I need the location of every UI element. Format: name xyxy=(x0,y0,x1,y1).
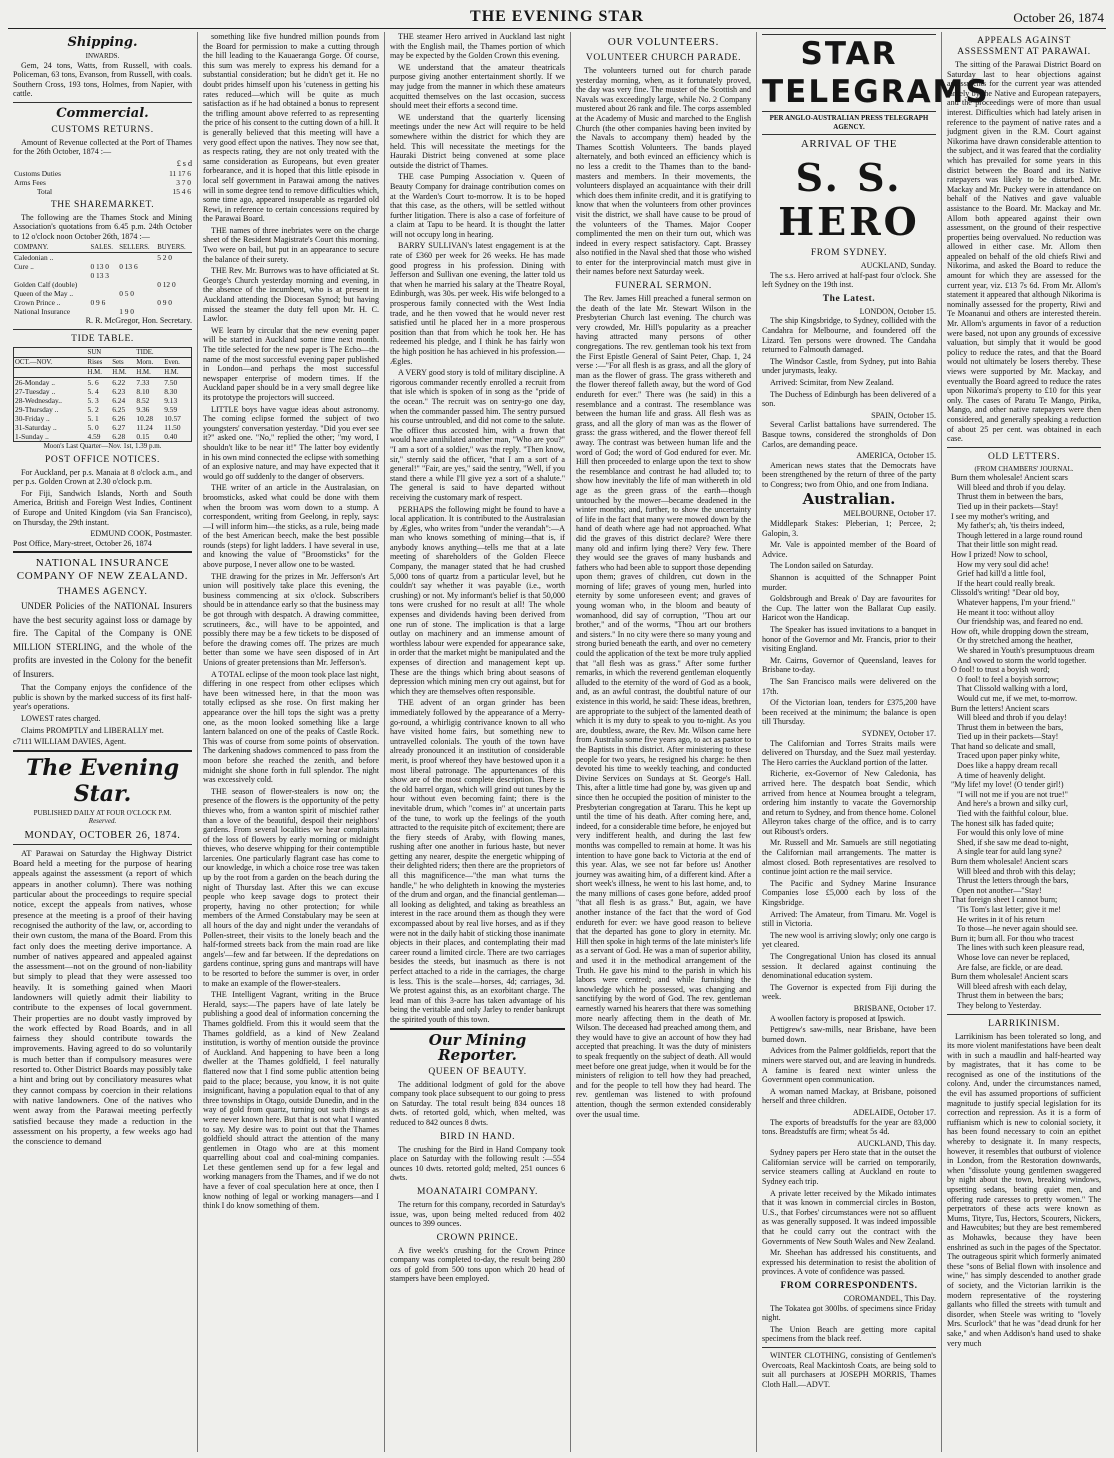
customs-cols: £ s d xyxy=(176,159,192,169)
telegram-item: The ship Kingsbridge, to Sydney, collided with the Candahra for Melbourne, and foundered off the Lizard. Ten persons were drowned. The Candaha returned to Falmouth damaged. xyxy=(762,316,936,355)
arrival-heading: ARRIVAL OF THE xyxy=(800,138,898,150)
shipping-heading: Shipping. xyxy=(67,35,138,50)
dateline: AUCKLAND, This day. xyxy=(857,1138,936,1148)
columns xyxy=(8,32,1106,1452)
moon-note: Moon's Last Quarter—Nov. 1st, 1.39 p.m. xyxy=(43,442,162,451)
telegram-item: Mr. Vale is appointed member of the Board of Advice. xyxy=(762,540,936,559)
column-3 xyxy=(385,32,571,1452)
advertisement: WINTER CLOTHING, consisting of Gentlemen's Overcoats, Real Mackintosh Coats, are being sold to suit all purchasers at JOSEPH MORRIS, Thames Cloth Hall.—ADVT. xyxy=(762,1350,936,1389)
post-date: Post Office, Mary-street, October 26, 1874 xyxy=(13,538,152,548)
poem-line: A single tear for auld lang syne? xyxy=(957,847,1062,857)
telegram-item: Arrived: The Amateur, from Timaru. Mr. Vogel is still in Victoria. xyxy=(762,909,936,929)
insurance-signature: c7111 WILLIAM DAVIES, Agent. xyxy=(13,737,127,747)
article-paragraph: something like five hundred million pounds from the Board for permission to make a cutting through the hill leading to the Kauaeranga Gorge. Of course, this sum was merely to express his demand for a substantial consideration; but he didn't get it. He no doubt prides himself upon his 'cuteness in getting his rates reduced—which will be quite as much satisfaction as if he had obtained a bonus to represent the trifling amount above referred to as representing the price of his consent to the cutting down of a hill. It is generally believed that this meeting will have a very good effect upon the natives. They now see that, as respects rating, they are not only treated with the same consideration as Europeans, but even greater forbearance, and it is hoped that this little episode in local self government in Parawai among the natives will in some degree tend to remove difficulties which, some time ago, appeared insuperable as regarded old Rewi, in reference to certain concessions required by the Parawai Board. xyxy=(203,32,379,224)
poem-line: 'Tis Tom's last letter; give it me! xyxy=(957,904,1061,914)
telegram-item: Goldsbrough and Break o' Day are favourites for the Cup. The latter won the Ballarat Cup easily. Haricot won the Handicap. xyxy=(762,594,936,623)
telegram-item: Arrived: Scimitar, from New Zealand. xyxy=(770,377,894,387)
moanatairi-text: The return for this company, recorded in Saturday's issue, was, upon being melted reduced from 402 ounces to 399 ounces. xyxy=(390,1199,565,1229)
table-row: 1-Sunday .. 4.59 6.28 0.15 0.40 xyxy=(15,432,178,442)
poem-line: Tied with the faithful colour, blue. xyxy=(957,809,1069,819)
poem-line: We shared in Youth's presumptuous dream xyxy=(957,645,1095,655)
telegram-item: Pettigrew's saw-mills, near Brisbane, have been burned down. xyxy=(762,1025,936,1044)
article-paragraph: WE understand that the quarterly licensing meetings under the new Act will require to be held somewhere within the district for which they are held. This will necessitate the meetings for the Hauraki District being convened at some place outside the district of Thames. xyxy=(390,112,565,170)
poem-line: Will bleed afresh with each delay, xyxy=(957,981,1067,991)
telegram-item: A woman named Mackay, at Brisbane, poisoned herself and three children. xyxy=(762,1086,936,1106)
table-row: Total 15 4 6 xyxy=(37,186,191,196)
insurance-text-3: LOWEST rates charged. xyxy=(21,714,101,724)
dateline: COROMANDEL, This Day. xyxy=(843,1294,936,1303)
paper-heading: The Evening Star. xyxy=(25,754,180,807)
article-paragraph: BARRY SULLIVAN's latest engagement is at the rate of £360 per week for 26 weeks. He has made good progress in his profession. Dining with Jefferson and Sullivan one evening, the latter told us that when he married his salary at the Theatre Royal, Edinburgh, was 30s. per week. His wife belonged to a prosperous family connected with the West India trade, and he then vowed that he would never rest satisfied until he placed her in a more prosperous position than that from which he took her. He has redeemed his pledge, and I think he has fairly won the high position he has achieved in his profession.—Ægles. xyxy=(390,241,565,366)
telegram-item: The new wool is arriving slowly; only one cargo is yet cleared. xyxy=(762,930,936,950)
poem-line: And here's a brown and silky curl, xyxy=(957,799,1068,809)
telegram-item: Of the Victorian loan, tenders for £375,200 have been received at the minimum; the balance is open till Thursday. xyxy=(762,698,936,727)
dateline: SYDNEY, October 17. xyxy=(861,728,936,738)
poem-line: Thrust them in between the bars, xyxy=(957,492,1064,502)
telegram-item: A woollen factory is proposed at Ipswich. xyxy=(770,1013,906,1023)
table-row: 27-Tuesday .. 5. 4 6.23 8.10 8.30 xyxy=(15,387,178,397)
telegram-item: The Governor is expected from Fiji during the week. xyxy=(762,982,936,1002)
post-signature: EDMUND COOK, Postmaster. xyxy=(90,529,192,539)
article-paragraph: THE drawing for the prizes in Mr. Jefferson's Art union will positively take place this evening, the business commencing at six o'clock. Subscribers should be in attendance early so that the business may be got through with despatch. A drawing committee, scrutineers, &c., will have to be appointed, and possibly there may be a few tickets to be disposed of before the drawing comes off. The prizes are much better than some we have seen disposed of in Art Unions of greater pretensions than Mr. Jefferson's. xyxy=(203,571,379,667)
article-paragraph: PERHAPS the following might be found to have a local application. It is contributed to the Australasian by Ægles, who writes from "under the verandah":—A man who knows something of mining—that is, if anybody knows anything—tells me that at a late meeting of shareholders of the Golden Fleece Company, the manager stated that he had crushed 5,000 tons of quartz from a particular level, but he couldn't say whether it was payable (i.e., worth crushing) or not. My informant's belief is that 50,000 tons were crushed for no result at all! The whole expenses and dividends having been derived from one run of stone. The implication is that a large outlay on machinery and an immense amount of worthless labour were expended for appearance sake, in order that the market might be manipulated and the expenses of direction and management kept up. These are the things which bring about seasons of depression which mining men cry out against, but for which they are themselves often responsible. xyxy=(390,504,565,696)
volunteers-text: The volunteers turned out for church parade yesterday morning, when, as it fortunately proved, the day was very fine. The muster of the Scottish and Navals was exceedingly large, while No. 2 Company mustered about 26 rank and file. The corps assembled at the Academy of Music and marched to the English Church (the other companies having been invited by the Navals to accompany them) headed by the Thames Scottish Volunteers. The bands played alternately, and both evinced an efficiency which is no less a credit to the Thames than to the band-masters and members. In their movements, the volunteers displayed an acquaintance with their drill which does them infinite credit, and it is gratifying to know that when the volunteers from other provinces visit the district, we shall have cause to be proud of the volunteers of the Thames. Major Cooper complimented the men on their turn out, which was indeed in every respect satisfactory. Capt. Brassey also notified in the Naval shed that those who wished to enter for the interprovincial match must give in their names before next Saturday week. xyxy=(576,66,751,277)
poem-line: Shed, if she saw me dead to-night, xyxy=(957,837,1069,847)
article-paragraph: THE season of flower-stealers is now on; the presence of the flowers is the opportunity of the petty thieves who, from a wanton spirit of mischief rather than a love of the beautiful, despoil their neighbors' gardens. From several localities we hear complaints of the loss of flowers by early morning or midnight thieves, who deserve whipping for their contemptible larcenies. One particularly flagrant case has come to our knowledge, in which a choice rose tree was taken up by the root from a garden on the beach during the night of Thursday last. After this we can excuse people who keep savage dogs to protect their property, having no other protection; for while members of the Armed Constabulary may be seen at all hours of the day and night under the verandahs of Pollen-street, their visits to the lonely beach and the half-formed streets back from the main road are like angels'—few and far between. If the depredations on gardens continue, spring guns and mantraps will have to be resorted to before the summer is over, in order to make an example of the flower-stealers. xyxy=(203,786,379,988)
poem-line: Will bleed and throb if you delay. xyxy=(957,482,1066,492)
table-row: Cure .. 0 13 0 0 13 6 xyxy=(14,262,138,272)
table-row: National Insurance 1 9 0 xyxy=(14,307,134,317)
telegram-item: Shannon is acquitted of the Schnapper Point murder. xyxy=(762,573,936,592)
article-paragraph: THE writer of an article in the Australasian, on broomsticks, asked what could be done with them when the broom was worn down to a stump. A correspondent, writing from Geelong, in reply, says:—I will inform him—the sticks, as a rule, being made of the best American beech, make the best possible rounds (steps) for light ladders. I have several in use, and knowing the value of "Broomsticks" for the above purpose, I never allow one to be wasted. xyxy=(203,483,379,570)
insurance-text-1: UNDER Policies of the NATIONAL Insurers have the best security against loss or damage by fire. The Capital of the Company is ONE MILLION STERLING, and the whole of the profits are invested in the Colony for the benefit of Insurers. xyxy=(13,601,192,679)
column-5 xyxy=(757,32,990,1452)
telegram-item: A private letter received by the Mikado intimates that it was known in commercial circles in Boston, U.S., that Forbes' circumstances were not so affluent as was generally supposed. It was indeed impossible that he could carry out the contract with the Governments of New South Wales and New Zealand. xyxy=(762,1188,936,1246)
poem-line: Whatever happens, I'm your friend." xyxy=(957,597,1076,607)
poem-line: Burn the letters! Ancient scars xyxy=(951,703,1049,713)
bird-heading: BIRD IN HAND. xyxy=(439,1131,516,1142)
volunteers-sub: VOLUNTEER CHURCH PARADE. xyxy=(585,53,742,63)
article-paragraph: THE case Pumping Association v. Queen of Beauty Company for drainage contribution comes on at the Warden's Court to-morrow. It is to be hoped that this case, as the others, will be settled without further litigation. There is also a case of forfeiture of a claim at Tapu to be heard. It is thought the latter will not occupy long in hearing. xyxy=(390,172,565,239)
article-paragraph: THE names of three inebriates were on the charge sheet of the Resident Magistrate's Court this morning. Two were on bail, but put in an appearance to secure the balance of their surety. xyxy=(203,225,379,264)
poem-line: That hand so delicate and small, xyxy=(951,741,1056,751)
telegram-item: The s.s. Hero arrived at half-past four o'clock. She left Sydney on the 19th inst. xyxy=(762,270,936,290)
customs-text: Amount of Revenue collected at the Port of Thames for the 26th October, 1874 :— xyxy=(13,137,192,157)
telegram-item: Sydney papers per Hero state that in the outset the Californian service will be carried on temporarily, service steamers calling at Auckland en route to Sydney each trip. xyxy=(762,1148,936,1187)
poem-line: Clissold's writing! "Dear old boy, xyxy=(951,588,1060,598)
appeals-text: The sitting of the Parawai District Board on Saturday last to hear objections against assessments for the current year was attended largely by the Native and European ratepayers, and the proceedings were of more than usual interest. Difficulties which had lately arisen in reference to the payment of native rates and a judgment given in the R.M. Court against Nikorima have drawn considerable attention to the subject, and it was feared that the cordiality which has prevailed for some years in this district between the Board and its Native ratepayers was likely to be disturbed. Mr. Mackay and Mr. Puckey were in attendance on behalf of the Natives and gave valuable assistance to the Board. Mr. Mackay and Mr. Allom both appeared against their own assessment, on the ground of their respective properties being overvalued. No reduction was allowed in either case. Mr. Allom then appealed on behalf of the old chiefs Riwi and Nikorima, and asked the Board to reduce the amount for which they are assessed for the current year, viz. £13 7s 6d. From Mr. Allom's statement it appeared that although Nikorima is nominally assessed for the property, Riwi and Te Moananui and others are interested therein. Mr. Allom's arguments in favor of a reduction were based, not upon any grounds of excessive valuation, but simply that it would be good policy to reduce the rates, and that the Board would not ultimately be losers thereby. These views were supported by Mr. Mackay, and eventually the Board agreed to reduce the rates upon Nikorima's property to £10 for this year only. The cases of Paratu Te Mango, Pirika, Mango, and other native ratepayers were then considered, and generally speaking a reduction of about 25 per cent. was obtained in each case. xyxy=(947,60,1101,444)
telegram-item: The exports of breadstuffs for the year are 83,000 tons. Breadstuffs are firm; wheat 5s 4d. xyxy=(762,1117,936,1137)
table-row: Arms Fees 3 7 0 xyxy=(14,177,191,187)
table-row: 29-Thursday .. 5. 2 6.25 9.36 9.59 xyxy=(15,405,178,415)
poem-line: Open not another—"Stay! xyxy=(957,885,1042,895)
table-row: 30-Friday .. 5. 1 6.26 10.28 10.57 xyxy=(15,414,181,424)
post-text-1: For Auckland, per p.s. Manaia at 8 o'clock a.m., and per p.s. Golden Crown at 2.30 o'clock p.m. xyxy=(13,467,192,487)
crown-text: A five week's crushing for the Crown Prince company was completed to-day, the result being 280 ozs of gold from 500 tons upon which 20 head of stampers have been employed. xyxy=(390,1245,565,1284)
telegram-item: The London sailed on Saturday. xyxy=(770,561,874,571)
crown-heading: CROWN PRINCE. xyxy=(436,1232,519,1243)
poem-line: Burn it; burn all. For thou who tracest xyxy=(951,933,1074,943)
moanatairi-heading: MOANATAIRI COMPANY. xyxy=(417,1186,538,1197)
dateline: ADELAIDE, October 17. xyxy=(852,1107,936,1117)
poem-line: "My life! my love! (O tender girl!) xyxy=(951,780,1064,790)
paper-reserved: Reserved. xyxy=(88,817,117,826)
australian-heading: Australian. xyxy=(802,490,896,509)
article-paragraph: THE advent of an organ grinder has been immediately followed by the appearance of a Merry-go-round, a whirligig contrivance known to all who have visited home fairs, but something new to untravelled colonials. The youth of the town have already pronounced it an institution of considerable merit, is proof whereof they have bestowed upon it a most liberal patronage. The appurtenances of this show are of the most complete description. There is the old barrel organ, which will grind out tunes by the hour without even becoming faint; there is the inevitable drum, which "comes in" at uncertain parts of the tune, to work up the feelings of the youth attracted to the requisite pitch of excitement; there are the fiery steeds of Araby, with flowing manes, rushing after one another in furious haste, but never getting any nearer, despite the energetic whipping of their delighted riders; then there are the proprietors of all this magnificence—"the man what turns the handle," he who delighteth in knowing the mysteries of the drum and organ, and the financial gentleman—all looking as delighted, and taking as breathless an interest in the race around them as though they were excompassed about by real live horses, and as if they were not in the daily habit of sticking those inanimate objects in their places, and contemplating their mad career round a limited circle. There are two carriages besides the steeds, but inasmuch as there is not perfect attached to a ride in the carriages, the charge is less. This is the scale—horses, 4d; carriages, 3d. We protest against this, as an exorbitant charge. The lead man of this 3-acre has taken advantage of his being the veritable and only Jarley to render bankrupt the spirited youth of this town. xyxy=(390,698,565,1024)
poem-line: Will bleed and throb with this delay; xyxy=(957,866,1076,876)
column-2 xyxy=(198,32,385,1452)
beauty-text: The additional lodgment of gold for the above company took place subsequent to our going to press on Saturday. The total result being 834 ounces 18 dwts. of retorted gold, which, when melted, was reduced to 842 ounces 8 dwts. xyxy=(390,1079,565,1127)
poem-line: Whose love can never be replaced, xyxy=(957,952,1070,962)
telegram-item: Advices from the Palmer goldfields, report that the miners were starved out, and are leaving in hundreds. A famine is feared next winter unless the Government open communication. xyxy=(762,1046,936,1085)
dateline: AMERICA, October 15. xyxy=(856,451,936,461)
dateline: AUCKLAND, Sunday. xyxy=(860,261,936,270)
poem-line: O fool! to feel a boyish sorrow; xyxy=(957,674,1060,684)
telegram-item: Richerie, ex-Governor of New Caledonia, has arrived here. The despatch boat Sendic, which arrived from hence at Noumea brought a telegram, ordering him instantly to vacate the Governorship and return to Sydney, and from thence home. Colonel Alleyron takes charge of the office, and is to carry out Riboust's orders. xyxy=(762,769,936,836)
insurance-sub: THAMES AGENCY. xyxy=(57,587,148,598)
insurance-text-4: Claims PROMPTLY and LIBERALLY met. xyxy=(21,725,164,735)
telegram-item: American news states that the Democrats have been strengthened by the return of three of the party to Congress; two from Ohio, and one from Indiana. xyxy=(762,460,936,489)
column-4 xyxy=(571,32,757,1452)
inwards-heading: INWARDS. xyxy=(85,52,120,60)
share-table: COMPANY. SALES. SELLERS. BUYERS. Caledonian .. 5 2 0 Cure .. 0 13 0 0 13 6 0 13 3 Golden Calf (double) 0 12 0 Queen of the May .. 0 5 0 Crown Prince .. 0 9 6 0 9 0 National Insurance 1 9 0 xyxy=(13,243,192,316)
share-text: The following are the Thames Stock and Mining Association's quotations from 6.45 p.m. 24th October to 12 o'clock noon October 26th, 1874 :— xyxy=(13,212,192,241)
poem-line: Thrust them in between the bars, xyxy=(957,722,1064,732)
mining-heading: Our Mining Reporter. xyxy=(428,1030,527,1064)
telegram-item: The Californian and Torres Straits mails were delivered on Thursday, and the Suez mail yesterday. The Hero carries the Auckland portion of the latter. xyxy=(762,738,936,767)
insurance-heading: NATIONAL INSURANCE COMPANY OF NEW ZEALAND. xyxy=(16,557,189,583)
telegrams-heading: STAR TELEGRAMS xyxy=(762,36,990,110)
poem-line: Tied up in their packets—Stay! xyxy=(957,732,1059,742)
column-6 xyxy=(942,32,1106,1452)
poem xyxy=(947,473,1101,1010)
appeals-heading: APPEALS AGAINST ASSESSMENT AT PARAWAI. xyxy=(957,36,1091,57)
tide-table: SUN TIDE. OCT.—NOV. Rises Sets Morn. Even. H.M. H.M. H.M. H.M. 26-Monday .. 5. 6 6.22 7.33 7.50 27-Tuesday .. 5. 4 6.23 8.10 8.30 28-Wednesday.. 5. 3 6.24 8.52 9.13 29-Thursday .. 5. 2 6.25 9.36 9.59 30-Friday .. 5. 1 6.26 10.28 10.57 31-Saturday .. 5. 0 6.27 11.24 11.50 1-Sunday .. 4.59 6.28 0.15 0.40 xyxy=(13,347,192,442)
telegram-item: The Duchess of Edinburgh has been delivered of a son. xyxy=(762,389,936,409)
customs-table xyxy=(13,169,192,196)
poem-line: Our friendship was, and feared no end. xyxy=(957,617,1083,627)
telegram-item: Several Carlist battalions have surrendered. The Basque towns, considered the strongholds of Don Carlos, are demanding peace. xyxy=(762,420,936,449)
poem-line: I see my mother's writing, and xyxy=(951,511,1050,521)
poem-line: Though lettered in a large round round xyxy=(957,530,1083,540)
poem-line: He writes in it of his return xyxy=(957,914,1045,924)
larrikinism-heading: LARRIKINISM. xyxy=(988,1018,1060,1029)
telegram-item: Mr. Cairns, Governor of Queensland, leaves for Brisbane to-day. xyxy=(762,655,936,675)
poem-source: (FROM CHAMBERS' JOURNAL. xyxy=(974,464,1074,473)
poem-line: How oft, while dropping down the stream, xyxy=(951,626,1089,636)
funeral-heading: FUNERAL SERMON. xyxy=(615,281,712,292)
poem-line: O fool! to trust a boyish word; xyxy=(951,665,1050,675)
poem-line: A time of heavenly delight. xyxy=(957,770,1046,780)
article-paragraph: WE learn by circular that the new evening paper will be started in Auckland some time next month. The title selected for the new paper is The Echo—the name of the most successful evening paper published in London—and perhaps the most successful newspaper enterprise of modern times. If the Auckland paper should be in a very small degree like its prototype the projectors will succeed. xyxy=(203,325,379,402)
masthead xyxy=(8,6,1106,29)
customs-heading: CUSTOMS RETURNS. xyxy=(51,124,154,135)
telegram-item: The Pacific and Sydney Marine Insurance Companies lose £5,000 each by loss of the Kingsbridge. xyxy=(762,878,936,908)
telegram-item: The Tokatea got 300lbs. of specimens since Friday night. xyxy=(762,1303,936,1323)
poem-line: That their little son might read. xyxy=(957,540,1058,550)
poem-line: They belong to Yesterday. xyxy=(957,1000,1042,1010)
beauty-heading: QUEEN OF BEAUTY. xyxy=(428,1066,527,1077)
table-row: Golden Calf (double) 0 12 0 xyxy=(14,280,176,290)
larrikinism-text: Larrikinism has been tolerated so long, and its more violent manifestations have been dealt with in such a maudlin and half-hearted way by magistrates, that it has come to be recognised as one of the institutions of the colony. And, under the circumstances named, the evil has assumed proportions of sufficient magnitude to justify special legislation for its correction and repression. As it is a form of ruffianism which is new to colonial society, it has been found necessary to coin an epithet whereby to designate it. In many respects, however, it resembles that outburst of violence in London, from the Restoration downwards, when "dissolute young gentlemen swaggered by night about the town, breaking windows, upsetting sedans, beating quiet men, and offering rude caresses to pretty women." The perpetrators of these acts were known as Mums, Tityre, Tus, Hectors, Scourers, Nickers, and Hawcubites; but they are best remembered as Mohawks, because they have been enshrined as such in the pages of the Spectator. The outrageous spirit which formerly animated these "sons of Belial flown with insolence and wine," has simply descended to another grade of society, and the Victorian larrikin is the modern representative of the roystering gallants who filled the streets with tumult and disorder, when Steele was writing to "lovely Mrs. Scurlock" that he was "dead drunk for her sake," and when Addison's hand used to shake very much xyxy=(947,1031,1101,1348)
dateline: LONDON, October 15. xyxy=(859,306,936,316)
telegram-item: The Speaker has issued invitations to a banquet in honor of the Governor and Mr. Francis, prior to their visiting England. xyxy=(762,625,936,654)
editorial-text: AT Parawai on Saturday the Highway District Board held a meeting for the purpose of hearing appeals against the assessment (a report of which appears in another column). There was nothing particular about the proceedings to require special notice, except the appeals from natives, whose presence at the meeting is a proof of their having recognised the authority of the law, or, according to their own custom, the mana of the Board. From this fact only does the meeting derive importance. A number of natives appeared and appealed against the assessment—not on the ground of non-liability but simply to plead that they were assessed too heavily. It is something gained when Maori landowners will quietly admit their liability to contribute to the expenses of local government. Their properties are no doubt vastly improved by the work effected by Road Boards, and in all fairness they should contribute towards the improvements. Having agreed to do so voluntarily is much better than if compulsory measures were resorted to. Other District Boards may possibly take a hint and bring out by conciliatory measures what they cannot compass by coercion in their relations with native landowners. One of the natives who went away from the Parawai meeting perfectly satisfied because they made a reduction in the assessment on his property, a few weeks ago had the conscience to demand xyxy=(13,847,193,1147)
telegram-item: Mr. Sheehan has addressed his constituents, and expressed his determination to resist the abolition of provinces. A vote of confidence was passed. xyxy=(762,1248,936,1277)
table-row: 0 13 3 xyxy=(90,271,109,281)
poem-line: "I will not me if you are not true!" xyxy=(957,789,1068,799)
dateline: BRISBANE, October 17. xyxy=(853,1003,936,1013)
table-row: 31-Saturday .. 5. 0 6.27 11.24 11.50 xyxy=(15,423,181,433)
poem-line: To those—he never again should see. xyxy=(957,924,1078,934)
poem-line: Grief had kill'd a little fool, xyxy=(957,569,1046,579)
article-paragraph: A TOTAL eclipse of the moon took place last night, differing in one respect from other eclipses which have been witnessed here, in that the moon was totally eclipsed as she rose. On first making her appearance over the hill tops the sight was a pretty one, as the moon looked something like a large lantern balanced on one of the peaks of Castle Rock. This was of course from some points of observation. The darkening shadows commenced to pass from the moon before she reached the zenith, and before midnight she shone forth in full splendor. The night was excessively cold. xyxy=(203,669,379,785)
poem-line: Tied up in their packets—Stay! xyxy=(957,502,1059,512)
poem-line: The lines with such keen pleasure read, xyxy=(957,943,1085,953)
post-text-2: For Fiji, Sandwich Islands, North and South America, British and Foreign West Indies, Continent of Europe and United Kingdom (via San Francisco), on Thursday, the 29th instant. xyxy=(13,488,192,527)
telegram-item: Middlepark Stakes: Pleberian, 1; Percee, 2; Galopin, 3. xyxy=(762,519,936,538)
table-row: Queen of the May .. 0 5 0 xyxy=(14,289,134,299)
poem-line: How my very soul did ache! xyxy=(957,559,1049,569)
article-paragraph: THE steamer Hero arrived in Auckland last night with the English mail, the Thames portion of which may be expected by the Golden Crown this evening. xyxy=(390,32,565,61)
telegram-item: The Windsor Castle, from Sydney, put into Bahia under jurymasts, leaky. xyxy=(762,356,936,376)
table-row: Caledonian .. 5 2 0 xyxy=(14,253,172,263)
poem-line: The honest silk has faded quite; xyxy=(951,818,1054,828)
bird-text: The crushing for the Bird in Hand Company took place on Saturday with the following result :—554 ounces 10 dwts. retorted gold; melted, 251 ounces 6 dwts. xyxy=(390,1144,565,1183)
article-paragraph: LITTLE boys have vague ideas about astronomy. The coming eclipse formed the subject of two youngsters' conversation yesterday. "Did you ever see it?" asked one. "No," replied the other; "my word, I shouldn't like to be near it!" The latter boy evidently in his own mind connected the eclipse with something of an explosive nature, and may have expected that it would go off suddenly to the danger of observers. xyxy=(203,404,379,481)
dateline: SPAIN, October 15. xyxy=(871,410,936,420)
poem-line: That foreign sheet I cannot burn; xyxy=(951,895,1058,905)
funeral-text: The Rev. James Hill preached a funeral sermon on the death of the late Mr. Stewart Wilson in the Presbyterian Church last evening. The church was very crowded, Mr. Hill's popularity as a preacher having attracted many persons of other congregations. The rev. gentleman took his text from the First Epistle General of Saint Peter, Chap. 1, 24 verse :—"For all flesh is as grass, and all the glory of man as the flower of grass. The grass withereth and the flower thereof falleth away, but the word of God endureth for ever." There was (he said) in this a resemblance and a contrast. The resemblance was between the human life and grass. All flesh was as grass, and all the glory of man was as the flower of grass: the grass withered, and the flower thereof fell away. The contrast was between human life and the word of God; the word of God endured for ever. Mr. Hill then proceeded to enlarge upon the text to show the resemblance and contrast he had alluded to; to show how inevitably the life of man withereth in old age as the green grass of the earth—though untouched by the mower—became deadened in the winter months; and, further, to show the uncertainty of life in the fact that many were mowed down by the hand of death where age had not approached. What did the graves of this district declare? Were there many old and infirm lying there? Very few. There they would see the graves of many husbands and fathers who had been able to support those depending upon them; graves of children, cut down in the morning of life; graves of young men, hurled into eternity by some unforeseen event; and graves of young woman who, in the bloom and beauty of womanhood, did say of corruption, "Thou art our brother," and of the worms, "Thou art our brothers and sisters." In no city were there so many young and strong buried beneath the earth, and over no cemetery could the application of the text be more truly applied that "all flesh was as grass." After some further remarks, in which the reverend gentleman eloquently alluded to the eternity of the word of God as a book, and, as an awful contrast, the doubtful nature of our existence in this world, he said: These ideas, brethren, are appropriate to the subject of the lamented death of which it is my duty to speak to you to-night. As you are, doubtless, aware, the Rev. Mr. Wilson came here from Australia some five years ago, to act as pastor to the Baptists in this district. After ministering to these people for two years, he resigned his charge: he then devoted his time to weekly teaching, and conducted Divine Services on Sundays at St. George's Hall. This, after a little time had gone by, was given up and since then he occupied the position of minister to the Presbyterian congregation at Tararu. This he kept up until the time of his death. After coming here, and, indeed, for a considerable time before, he enjoyed but very indifferent health, and during the last few months was compelled to remain at home. It was his intention to have gone back to Victoria at the end of this year. Alas, we see not far before us! Another journey was awaiting him, of a different kind. After a short week's illness, he went to his last home, and, to the many millions of cases gone before, added proof "that all flesh is as grass." But, again, we have another instance of the fact that the word of God endureth for ever: we have good reason to believe that the departed has gone to glory in eternity. Mr. Hill then spoke in high terms of the late minister's life as a servant of God. He was a man of superior ability, and used it in the methodical arrangement of the Truth. He gave his mind to the parish in which his labors were centred; and while furnishing the knowledge which he possessed, was changing and sanctifying by the word of God. The rev. gentleman earnestly warned his hearers that there was something more nearly affecting them in the death of Mr. Wilson. The deceased had preached among them, and they would have to give an account of how they had accepted that preaching. It was the duty of ministers to speak frequently on the subject of death. All would meet before one great judge, when it would be for the ministers of religion to tell how they had preached, and for the people to tell how they had heard. The rev. gentleman was listened to with profound attention, though the sermon extended considerably over the usual time. xyxy=(576,294,751,1119)
table-row: 26-Monday .. 5. 6 6.22 7.33 7.50 xyxy=(15,378,178,388)
telegram-item: Mr. Russell and Mr. Samuels are still negotiating the Californian mail arrangements. The matter is almost closed. Both representatives are resolved to continue joint action re the mail service. xyxy=(762,838,936,877)
poem-line: Traced upon paper pinky white, xyxy=(957,751,1060,761)
telegram-item: The Union Beach are getting more capital specimens from the black reef. xyxy=(762,1324,936,1344)
newspaper-title: THE EVENING STAR xyxy=(470,8,644,25)
telegram-item: The San Francisco mails were delivered on the 17th. xyxy=(762,676,936,696)
share-signature: R. R. McGregor, Hon. Secretary. xyxy=(85,316,192,326)
telegrams-sub: PER ANGLO-AUSTRALIAN PRESS TELEGRAPH AGENCY. xyxy=(769,114,929,131)
poem-line: Would cut me, if we met, to-morrow. xyxy=(957,693,1077,703)
article-paragraph: WE understand that the amateur theatricals purpose giving another entertainment shortly. If we may judge from the manner in which these amateurs acquitted themselves on the last occasion, success should meet their efforts a second time. xyxy=(390,62,565,111)
poem-line: Are false, are fickle, or are dead. xyxy=(957,962,1063,972)
article-paragraph: THE Rev. Mr. Burrows was to have officiated at St. George's Church yesterday morning and evening, in the absence of the incumbent, who is at present in Auckland attending the Diocesan Synod; but having missed the steamer the duty fell upon Mr. H. C. Lawlor. xyxy=(203,266,379,324)
table-row: Customs Duties 11 17 6 xyxy=(14,168,191,178)
issue-date: October 26, 1874 xyxy=(1013,10,1104,25)
poem-line: Or thy stretched among the heather, xyxy=(957,636,1073,646)
commercial-heading: Commercial. xyxy=(56,105,149,121)
inwards-text: Gem, 24 tons, Watts, from Russell, with coals. Policeman, 63 tons, Evanson, from Russell, with coals. Southern Cross, 193 tons, Holmes, from Napier, with cattle. xyxy=(13,60,192,99)
telegram-item: The Congregational Union has closed its annual session. It declared against continuing the denominational education system. xyxy=(762,952,936,981)
paper-date: MONDAY, OCTOBER 26, 1874. xyxy=(24,829,181,841)
hero-heading: S. S. HERO xyxy=(778,155,920,244)
tide-heading: TIDE TABLE. xyxy=(71,334,134,345)
article-paragraph: THE Intelligent Vagrant, writing in the Bruce Herald, says:—The papers have of late lately be publishing a good deal of information concerning the Thames goldfield. From this it would seem that the Thames goldfield, as a kind of New Zealand institution, is worthy of mention outside the province of Auckland. And happening to have been a long dweller at the Thames goldfield, I feel naturally flattered now that I find some public attention being paid to the place; because, you know, it is not quite insignificant, having a population equal to that of any three townships in Otago, outside Dunedin, and in the way of gold from quartz, turning out such things as were never known here. But that is not what I wanted to say. My desire was to point out that the Thames goldfield should attract the attention of the many gentlemen in Otago who are at this moment quarrelling about coal and coal-mining companies. Let these gentlemen send up for a few legal and working managers from the Thames, and if we do not have a fever of coal speculation here at once, then I know nothing of legal or working managers—and I think I do know something of them. xyxy=(203,990,379,1211)
poem-line: My father's; ah, 'tis theirs indeed, xyxy=(957,521,1065,531)
dateline: MELBOURNE, October 17. xyxy=(843,509,936,519)
share-heading: THE SHAREMARKET. xyxy=(50,199,155,210)
latest-heading: The Latest. xyxy=(822,293,876,304)
poem-line: That Clissold walking with a lord, xyxy=(957,684,1068,694)
poem-heading: OLD LETTERS. xyxy=(987,451,1061,462)
volunteers-heading: OUR VOLUNTEERS. xyxy=(607,36,720,48)
poem-line: Burn them wholesale! Ancient scars xyxy=(951,473,1068,483)
poem-line: If the heart could really break. xyxy=(957,578,1055,588)
post-heading: POST OFFICE NOTICES. xyxy=(44,454,161,465)
article-paragraph: A VERY good story is told of military discipline. A rigorous commander recently enrolled a recruit from that isle which is spoken of in song as the "pride of the ocean." The recruit was on sentry-go one day, when the commander passed him. The sentry pursued his course untroubled, and did not come to the salute. The officer thus accosted him, with a frown that would have annihilated another man, "Who are you?" "I am a sort of a soldier," was the reply. "Then know, sir," sternly said the officer, "that I am a sort of a general!" "Fair, are yes," said the sentry, "Well, if you stand there a while I'll give yez a sort of a shalute." The general is said to have departed without receiving the customary mark of respect. xyxy=(390,368,565,502)
poem-line: And vowed to storm the world together. xyxy=(957,655,1087,665)
poem-line: For would this only love of mine xyxy=(957,828,1064,838)
paper-sub: PUBLISHED DAILY AT FOUR O'CLOCK P.M. xyxy=(33,808,172,817)
poem-line: Thrust the letters through the bars, xyxy=(957,876,1069,886)
table-row: Crown Prince .. 0 9 6 0 9 0 xyxy=(14,298,172,308)
table-row: 28-Wednesday.. 5. 3 6.24 8.52 9.13 xyxy=(15,396,178,406)
poem-line: Will bleed and throb if you delay! xyxy=(957,713,1067,723)
poem-line: Burn them wholesale! Ancient scars xyxy=(951,972,1068,982)
poem-line: Does like a happy dream recall xyxy=(957,761,1058,771)
poem-line: Burn them wholesale! Ancient scars xyxy=(951,857,1068,866)
poem-line: Thrust them in between the bars; xyxy=(957,991,1064,1001)
column-1 xyxy=(8,32,198,1452)
from-sydney: FROM SYDNEY. xyxy=(810,248,888,258)
correspondents-heading: FROM CORRESPONDENTS. xyxy=(780,1281,918,1291)
poem-line: How I prized! Now to school, xyxy=(951,550,1048,559)
poem-line: He meant it too: without alloy xyxy=(957,607,1055,617)
insurance-text-2: That the Company enjoys the confidence of the public is shown by the marked success of its first half-year's operations. xyxy=(13,683,192,712)
